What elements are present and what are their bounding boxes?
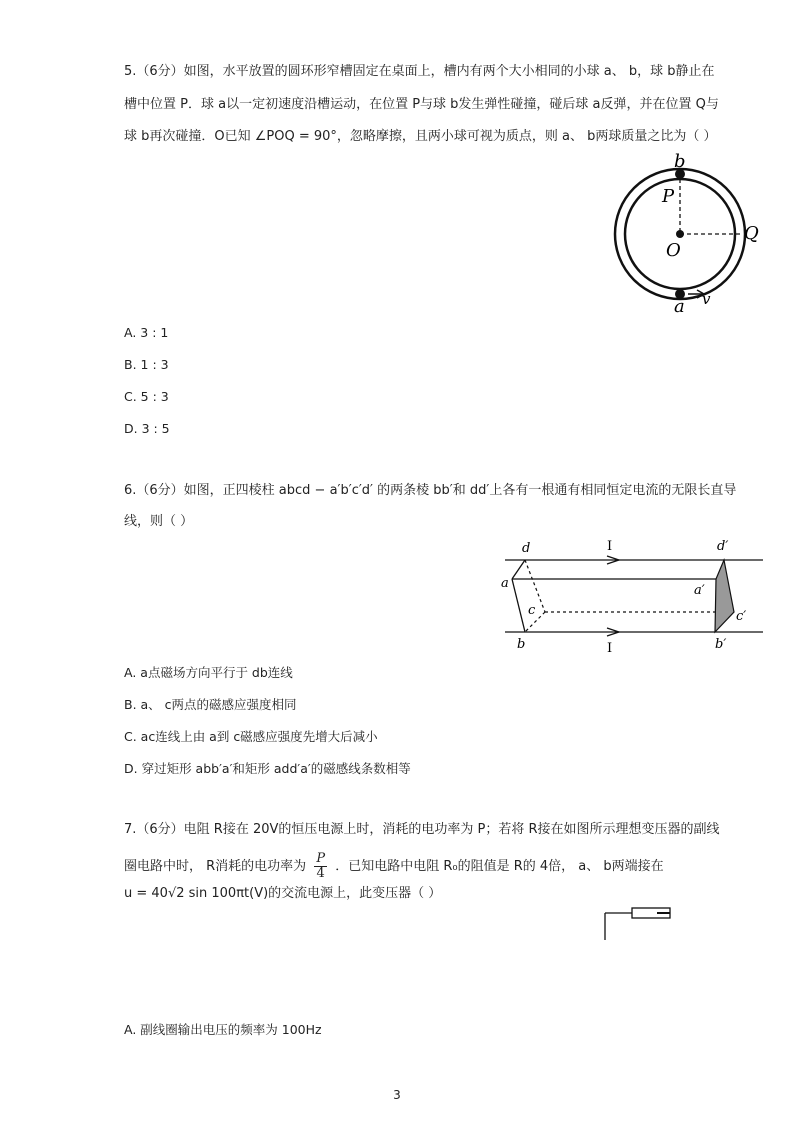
page-number: 3	[393, 1088, 401, 1102]
q5-option-d: D. 3 : 5	[124, 421, 170, 436]
fig6-label-a: a	[501, 576, 509, 591]
q7-fraction-denominator: 4	[316, 866, 325, 881]
q7-line-2-end: ．已知电路中电阻 R₀的阻值是 R的 4倍， a、 b两端接在	[335, 859, 664, 874]
q6-line-1: 6.（6分）如图，正四棱柱 abcd − a′b′c′d′ 的两条棱 bb′和 dd′上各有一根通有相同恒定电流的无限长直导	[124, 483, 737, 498]
fig6-label-c-prime: c′	[736, 609, 747, 624]
q7-fraction-numerator: P	[316, 851, 326, 866]
q7-line-3: u = 40√2 sin 100πt(V)的交流电源上，此变压器（ ）	[124, 886, 442, 901]
q6-line-2: 线，则（ ）	[124, 514, 194, 529]
q5-ring-diagram	[600, 150, 770, 315]
fig5-label-b: b	[674, 151, 686, 172]
q6-prism-diagram	[495, 532, 765, 657]
fig5-label-p: P	[662, 186, 675, 207]
q7-option-a: A. 副线圈输出电压的频率为 100Hz	[124, 1022, 322, 1037]
fig6-label-i-bottom: I	[607, 641, 613, 656]
q7-line-2-start: 圈电路中时， R消耗的电功率为	[124, 859, 307, 874]
q6-option-b: B. a、 c两点的磁感应强度相同	[124, 697, 297, 712]
fig5-label-v: v	[702, 290, 711, 308]
q5-option-c: C. 5 : 3	[124, 389, 169, 404]
q5-option-b: B. 1 : 3	[124, 357, 169, 372]
fig6-label-c: c	[528, 603, 536, 618]
fig6-label-a-prime: a′	[694, 583, 705, 598]
fig6-label-b-prime: b′	[715, 637, 727, 652]
fig6-label-d: d	[522, 541, 531, 556]
q5-option-a: A. 3 : 1	[124, 325, 169, 340]
q7-line-1: 7.（6分）电阻 R接在 20V的恒压电源上时，消耗的电功率为 P；若将 R接在如图所示理想变压器的副线	[124, 822, 720, 837]
q6-option-c: C. ac连线上由 a到 c磁感应强度先增大后减小	[124, 729, 378, 744]
q7-transformer-diagram	[560, 905, 770, 1015]
q7-fraction	[314, 852, 327, 881]
fig5-label-o: O	[666, 240, 681, 261]
fig6-label-d-prime: d′	[717, 539, 729, 554]
q5-line-2: 槽中位置 P．球 a以一定初速度沿槽运动，在位置 P与球 b发生弹性碰撞，碰后球 a反弹，并在位置 Q与	[124, 97, 719, 112]
q7-line-2	[124, 852, 664, 881]
q6-option-a: A. a点磁场方向平行于 db连线	[124, 665, 293, 680]
fig6-label-b: b	[517, 637, 526, 652]
fig6-label-i-top: I	[607, 539, 613, 554]
q5-line-1: 5.（6分）如图，水平放置的圆环形窄槽固定在桌面上，槽内有两个大小相同的小球 a、 b，球 b静止在	[124, 64, 715, 79]
q5-line-3: 球 b再次碰撞．O已知 ∠POQ = 90°，忽略摩擦，且两小球可视为质点，则 a、 b两球质量之比为（ ）	[124, 129, 717, 144]
fig5-label-a: a	[674, 296, 685, 315]
q6-option-d: D. 穿过矩形 abb′a′和矩形 add′a′的磁感线条数相等	[124, 761, 411, 776]
fig5-label-q: Q	[744, 223, 759, 244]
